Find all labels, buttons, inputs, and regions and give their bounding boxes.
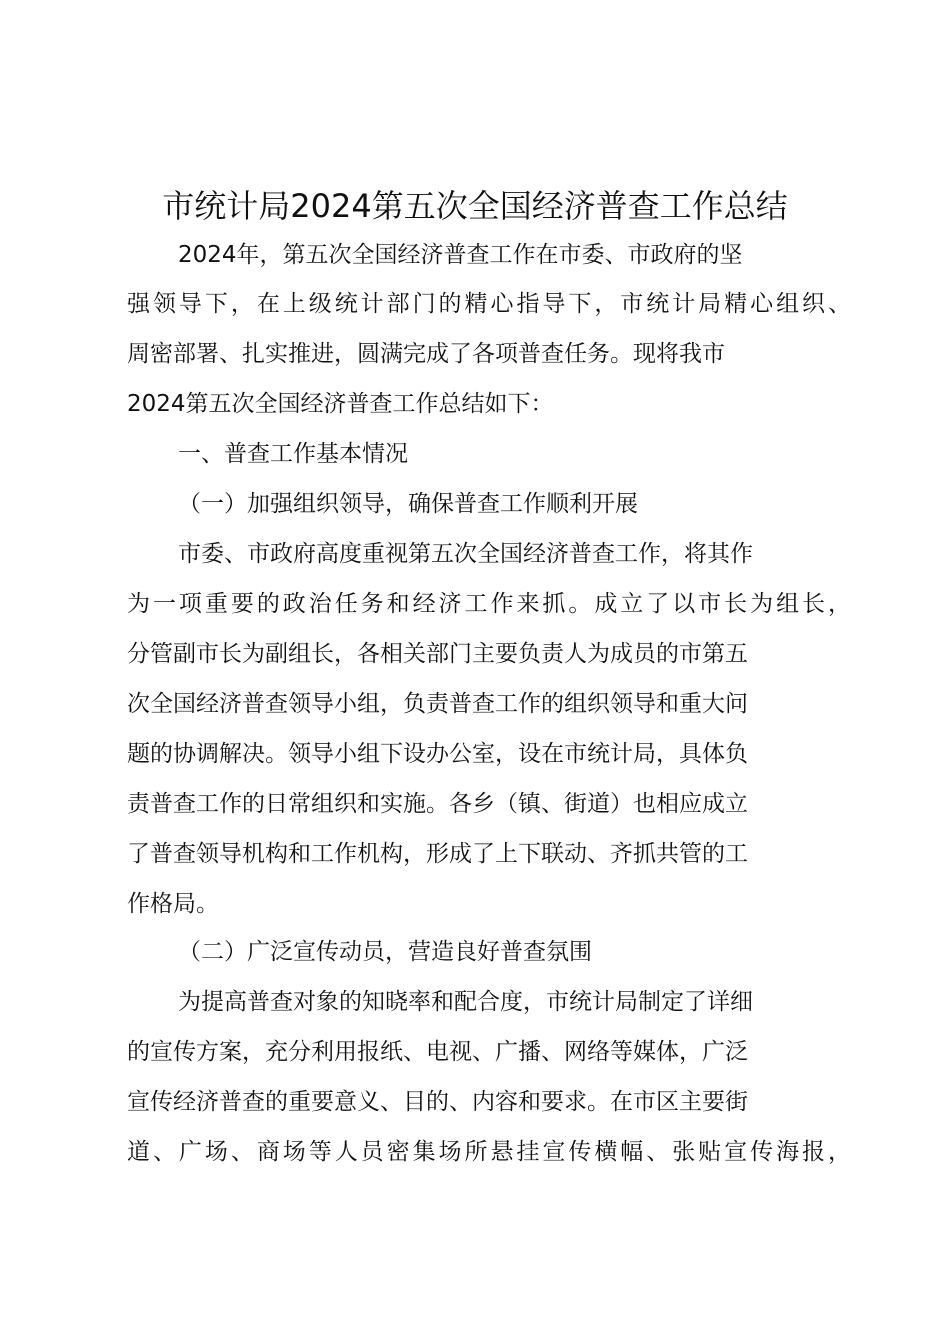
paragraph-line: 分管副市长为副组长，各相关部门主要负责人为成员的市第五 (127, 641, 748, 667)
subsection-heading: （二）广泛宣传动员，营造良好普查氛围 (178, 939, 592, 965)
paragraph-line: 作格局。 (127, 891, 219, 917)
paragraph-line: 题的协调解决。领导小组下设办公室，设在市统计局，具体负 (127, 741, 748, 767)
paragraph-line: 了普查领导机构和工作机构，形成了上下联动、齐抓共管的工 (127, 841, 748, 867)
paragraph-line: 强领导下，在上级统计部门的精心指导下，市统计局精心组织、 (127, 291, 851, 317)
document-title: 市统计局2024第五次全国经济普查工作总结 (162, 187, 788, 225)
paragraph-line: 的宣传方案，充分利用报纸、电视、广播、网络等媒体，广泛 (127, 1039, 748, 1065)
paragraph-line: 次全国经济普查领导小组，负责普查工作的组织领导和重大问 (127, 691, 748, 717)
subsection-heading: （一）加强组织领导，确保普查工作顺利开展 (178, 491, 638, 517)
paragraph-line: 道、广场、商场等人员密集场所悬挂宣传横幅、张贴宣传海报， (127, 1139, 851, 1165)
section-heading: 一、普查工作基本情况 (178, 441, 408, 467)
paragraph-line: 2024第五次全国经济普查工作总结如下： (127, 391, 554, 417)
paragraph-line: 责普查工作的日常组织和实施。各乡（镇、街道）也相应成立 (127, 791, 748, 817)
paragraph-line: 市委、市政府高度重视第五次全国经济普查工作，将其作 (178, 541, 753, 567)
paragraph-line: 为提高普查对象的知晓率和配合度，市统计局制定了详细 (178, 989, 753, 1015)
paragraph-line: 周密部署、扎实推进，圆满完成了各项普查任务。现将我市 (127, 341, 725, 367)
paragraph-line: 为一项重要的政治任务和经济工作来抓。成立了以市长为组长， (127, 591, 851, 617)
paragraph-line: 宣传经济普查的重要意义、目的、内容和要求。在市区主要街 (127, 1089, 748, 1115)
paragraph-line: 2024年，第五次全国经济普查工作在市委、市政府的坚 (178, 242, 743, 268)
